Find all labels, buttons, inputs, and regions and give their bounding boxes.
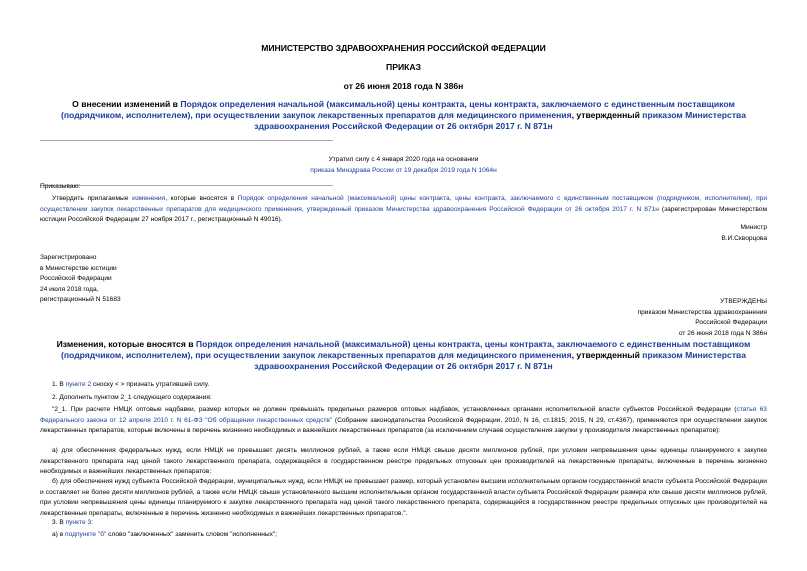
signer-role: Министр [740,224,767,231]
change-item-3a [40,530,779,541]
approval-line: УТВЕРЖДЕНЫ [720,298,767,305]
registration-line: в Министерстве юстиции [40,264,117,272]
registration-line: Российской Федерации [40,275,112,282]
subpoint-b: б) для обеспечения нужд субъекта Российской Федерации, муниципальных нужд, если НМЦК не превышает размер, который установлен высшим исполнительным органом государственной власти субъекта Российской Федерации и составляет не более десяти миллионов рублей, а также если НМЦК свыше установленного высшим исполнительным органом государственной власти субъекта Российской Федерации размера или свыше десяти миллионов рублей, при условии непревышения цены единицы планируемого к закупке лекарственного препарата над ценой такого лекарственного препарата, содержащейся в государственном реестре предельных отпускных цен производителей на лекарственные препараты, включенные в перечень жизненно необходимых и важнейших лекарственных препаратов.". [40,478,767,517]
changes-title [40,339,767,372]
item-text: : [91,519,93,526]
changes-title-text: , утвержденный [571,350,643,360]
registration-line: регистрационный N 51683 [40,296,121,303]
order-heading: ПРИКАЗ [386,62,421,72]
approve-text: (зарегистрирован Министерством юстиции Российской Федерации 27 ноября 2017 г., регистрационный N 49016). [40,205,767,223]
quote-text: (Собрание законодательства Российской Федерации, 2010, N 16, ст.1815; 2015, N 29, ст.4367), применяются при осуществлении закупок лекарственных препаратов, которые включены в перечень жизненно необходимых и важнейших лекарственных препаратов (за исключением случаев осуществления закупки у производителя лекарственных препаратов): [40,416,767,434]
item-text: 1. В [52,381,66,388]
approve-text: , которые вносятся в [165,195,238,202]
item-text: слово "заключенных" заменить словом "исполненных"; [106,531,278,538]
order-date: от 26 июня 2018 года N 386н [343,81,464,91]
new-point-2-1 [40,405,767,437]
registration-line: 24 июля 2018 года, [40,285,99,293]
signature-block [40,223,767,244]
registration-line: Зарегистрировано [40,254,97,261]
expiry-text: Утратил силу с 4 января 2020 года на основании [328,156,479,163]
expiry-order-link[interactable]: приказа Минздрава России от 19 декабря 2019 года N 1064н [310,167,497,174]
divider [40,140,333,141]
point-3-link[interactable]: пункте 3 [65,519,92,526]
change-item-1 [40,380,779,391]
orders-label: Приказываю: [40,183,81,190]
point-2-link[interactable]: пункте 2 [65,381,92,388]
item-text: сноску < > признать утратившей силу. [91,381,210,388]
expiry-notice [0,154,807,176]
approve-text: Утвердить прилагаемые [52,195,133,202]
order-title [40,99,767,132]
ministry-heading: МИНИСТЕРСТВО ЗДРАВООХРАНЕНИЯ РОССИЙСКОЙ ФЕДЕРАЦИИ [261,43,546,53]
order-871n-link[interactable]: приказом Министерства здравоохранения Российской Федерации от 26 октября 2017 г. N 871н [254,110,746,131]
approval-line: приказом Министерства здравоохранения [637,308,767,316]
order-title-text: , утвержденный [571,110,643,120]
approval-line: Российской Федерации [695,319,767,326]
signer-name: В.И.Скворцова [721,234,767,242]
approval-block [40,297,767,339]
approval-line: от 26 июня 2018 года N 386н [678,329,767,337]
order-871n-link[interactable]: приказом Министерства здравоохранения Российской Федерации от 26 октября 2017 г. N 871н [254,350,746,371]
subpoint-b-link[interactable]: подпункте "б" [65,531,107,538]
procedure-link[interactable]: Порядок определения начальной (максимальной) цены контракта, цены контракта, заключаемого с единственным поставщиком (подрядчиком, исполнителем), при осуществлении закупок лекарственных препаратов для медицинского применения [61,339,751,360]
quote-text: "2_1. При расчете НМЦК оптовые надбавки, размер которых не должен превышать предельных размеров оптовых надбавок, установленных органами исполнительной власти субъектов Российской Федерации ( [52,406,737,413]
changes-link[interactable]: изменения [132,195,166,202]
approve-paragraph [40,194,767,226]
change-item-3 [40,518,779,529]
change-item-2: 2. Дополнить пунктом 2_1 следующего содержания: [52,394,212,401]
law-61fz-link[interactable]: статья 63 Федерального закона от 12 апреля 2010 г. N 61-ФЗ "Об обращении лекарственных средств" [40,406,767,424]
subpoint-a: а) для обеспечения федеральных нужд, если НМЦК не превышает десять миллионов рублей, а также если НМЦК свыше десяти миллионов рублей, при условии непревышения цены единицы планируемого к закупке лекарственного препарата над ценой такого лекарственного препарата, содержащейся в государственном реестре предельных отпускных цен производителей на лекарственные препараты, включенные в перечень жизненно необходимых и важнейших лекарственных препаратов; [40,447,767,475]
procedure-link[interactable]: Порядок определения начальной (максимальной) цены контракта, цены контракта, заключаемого с единственным поставщиком (подрядчиком, исполнителем), при осуществлении закупок лекарственных препаратов для медицинского применения [61,99,735,120]
item-text: а) в [52,531,66,538]
item-text: 3. В [52,519,66,526]
changes-title-text: Изменения, которые вносятся в [56,339,196,349]
procedure-link[interactable]: Порядок определения начальной (максимальной) цены контракта, цены контракта, заключаемого с единственным поставщиком (подрядчиком, исполнителем), при осуществлении закупок лекарственных препаратов для медицинского применения, утвержденный приказом Министерства здравоохранения Российской Федерации от 26 октября 2017 г. N 871н [40,195,768,213]
order-title-text: О внесении изменений в [72,99,181,109]
